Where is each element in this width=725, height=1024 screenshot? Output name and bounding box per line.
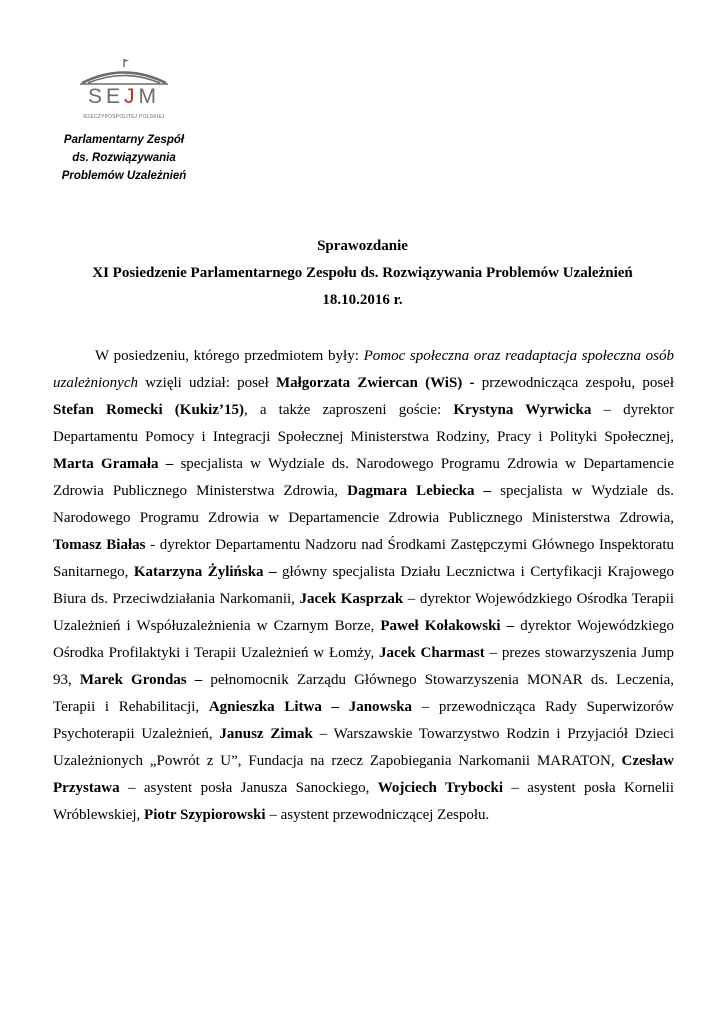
body-text-segment: – przewodnicząca Rady Superwizorów Psychoterapii Uzależnień, [53, 699, 674, 742]
sejm-logo [76, 56, 172, 126]
participant-name: Krystyna Wyrwicka [453, 402, 592, 418]
participant-name: Małgorzata Zwiercan (WiS) - [275, 375, 475, 391]
body-text-segment: specjalista w Wydziale ds. Narodowego Programu Zdrowia w Departamencie Zdrowia Publicznego Ministerstwa Zdrowia, [53, 456, 674, 499]
participant-name: Dagmara Lebiecka – [347, 483, 492, 499]
body-text-segment: specjalista w Wydziale ds. Narodowego Programu Zdrowia w Departamencie Zdrowia Publicznego Ministerstwa Zdrowia, [53, 483, 674, 526]
participant-name: Marta Gramała – [53, 456, 174, 472]
body-text-segment: przewodnicząca zespołu, poseł [474, 375, 674, 391]
body-text-segment: pełnomocnik Zarządu Głównego Stowarzyszenia MONAR ds. Leczenia, Terapii i Rehabilitacji, [53, 672, 674, 715]
body-text-segment: , a także zaproszeni goście: [243, 402, 454, 418]
sejm-building-icon [76, 56, 172, 86]
body-text-segment: – asystent posła Kornelii Wróblewskiej, [53, 780, 674, 823]
body-text-segment: – asystent posła Janusza Sanockiego, [119, 780, 378, 796]
logo-wordmark: SEJM [87, 85, 160, 108]
team-name-line-3: Problemów Uzależnień [61, 170, 187, 182]
participant-name: Marek Grondas – [79, 672, 203, 688]
team-name-line-1: Parlamentarny Zespół [63, 134, 185, 146]
body-text-segment: – dyrektor Departamentu Pomocy i Integracji Społecznej Ministerstwa Rodziny, Pracy i Polityki Społecznej, [53, 402, 674, 445]
participant-name: Paweł Kołakowski – [380, 618, 515, 634]
team-name [40, 131, 208, 185]
body-text-segment: dyrektor Wojewódzkiego Ośrodka Profilaktyki i Terapii Uzależnień w Łomży, [53, 618, 674, 661]
logo-subtitle: RZECZYPOSPOLITEJ POLSKIEJ [83, 114, 165, 120]
body-text-segment: - dyrektor Departamentu Nadzoru nad Środkami Zastępczymi Głównego Inspektoratu Sanitarnego, [53, 537, 674, 580]
participant-name: Piotr Szypiorowski [144, 807, 266, 823]
report-body-paragraph [53, 343, 674, 829]
body-text-segment: – dyrektor Wojewódzkiego Ośrodka Terapii Uzależnień i Współuzależnienia w Czarnym Borze, [53, 591, 674, 634]
body-text-segment: – asystent przewodniczącej Zespołu. [265, 807, 490, 823]
participant-name: Katarzyna Żylińska – [133, 564, 277, 580]
meeting-title: XI Posiedzenie Parlamentarnego Zespołu ds. Rozwiązywania Problemów Uzależnień [92, 265, 633, 281]
report-title: Sprawozdanie [317, 238, 408, 254]
participant-name: Czesław Przystawa [53, 753, 674, 796]
body-text-segment: – prezes stowarzyszenia Jump 93, [53, 645, 674, 688]
participant-name: Stefan Romecki (Kukiz’15) [53, 402, 244, 418]
meeting-topic: Pomoc społeczna oraz readaptacja społeczna osób uzależnionych [53, 348, 674, 391]
team-name-line-2: ds. Rozwiązywania [72, 152, 176, 164]
participant-name: Tomasz Białas [53, 537, 146, 553]
meeting-date: 18.10.2016 r. [322, 292, 403, 308]
body-text-segment: wzięli udział: poseł [137, 375, 276, 391]
logo-accent-letter: J [124, 85, 139, 108]
participant-name: Janusz Zimak [219, 726, 313, 742]
participant-name: Wojciech Trybocki [377, 780, 504, 796]
participant-name: Jacek Kasprzak [299, 591, 404, 607]
body-text-segment: – Warszawskie Towarzystwo Rodzin i Przyjaciół Dzieci Uzależnionych „Powrót z U”, Fundacja na rzecz Zapobiegania Narkomanii MARATON, [53, 726, 675, 769]
body-text-segment: W posiedzeniu, którego przedmiotem były: [95, 348, 364, 364]
participant-name: Agnieszka Litwa – Janowska [208, 699, 413, 715]
report-heading [40, 233, 685, 314]
participant-name: Jacek Charmast [379, 645, 485, 661]
body-text-segment: główny specjalista Działu Lecznictwa i Certyfikacji Krajowego Biura ds. Przeciwdziałania Narkomanii, [53, 564, 675, 607]
